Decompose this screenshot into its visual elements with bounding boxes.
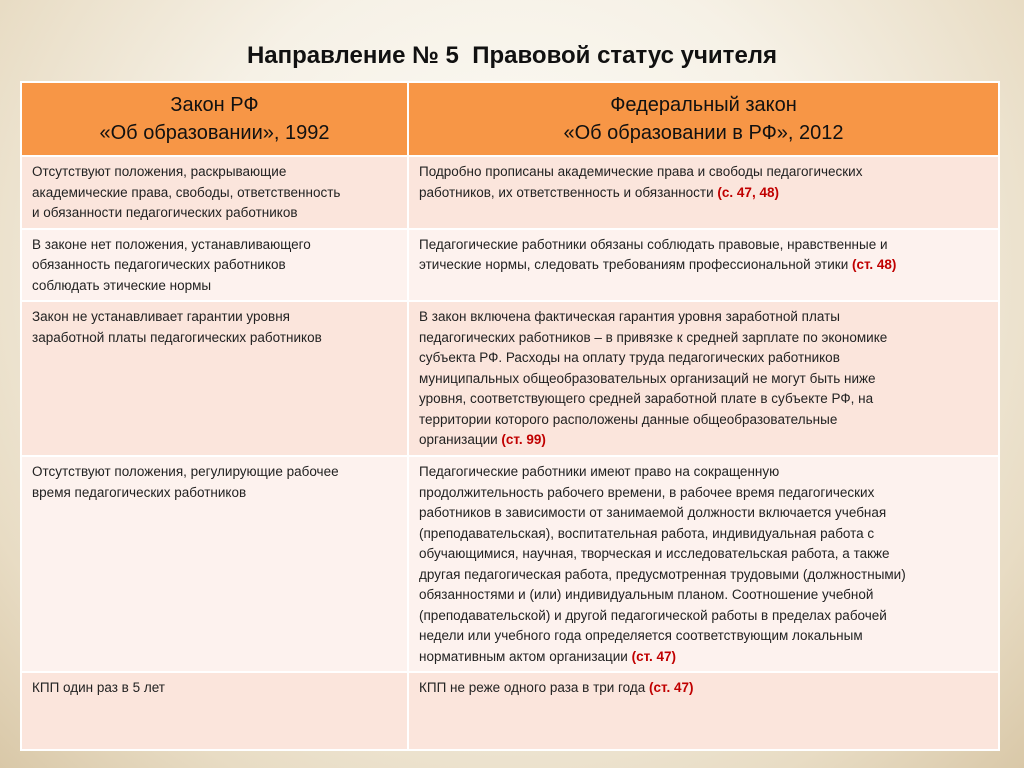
- cell-text: Подробно прописаны академические права и свободы педагогических работников, их ответственность и обязанности: [419, 164, 863, 200]
- cell-law-2012: [408, 229, 999, 302]
- cell-text: Педагогические работники обязаны соблюдать правовые, нравственные и этические нормы, следовать требованиям профессиональной этики: [419, 236, 888, 272]
- cell-law-1992: КПП один раз в 5 лет: [21, 672, 408, 750]
- cell-law-2012: [408, 301, 999, 456]
- header-law-2012: Федеральный закон «Об образовании в РФ», 2012: [408, 82, 999, 156]
- cell-law-2012: [408, 672, 999, 750]
- table-row: [21, 229, 999, 302]
- cell-text: КПП не реже одного раза в три года: [419, 680, 650, 695]
- cell-law-2012: [408, 156, 999, 229]
- table-row: [21, 456, 999, 672]
- cell-law-1992: Отсутствуют положения, раскрывающие академические права, свободы, ответственность и обязанности педагогических работников: [21, 156, 408, 229]
- table-row: [21, 672, 999, 750]
- header-law-1992: Закон РФ «Об образовании», 1992: [21, 82, 408, 156]
- table-row: [21, 156, 999, 229]
- cell-law-1992: Закон не устанавливает гарантии уровня заработной платы педагогических работников: [21, 301, 408, 456]
- article-reference: (ст. 47): [649, 680, 694, 695]
- slide-title: Направление № 5 Правовой статус учителя: [246, 42, 778, 69]
- article-reference: (ст. 48): [851, 257, 897, 272]
- cell-text: В закон включена фактическая гарантия уровня заработной платы педагогических работников – в привязке к средней зарплате по экономике субъекта РФ. Расходы на оплату труда педагогических работников муниципальных общеобразовательных организаций не могут быть ниже уровня, соответствующего средней заработной плате в субъекте РФ, на территории которого расположены данные общеобразовательные организации: [419, 309, 888, 447]
- table-header-row: [21, 82, 999, 156]
- article-reference: (ст. 47): [631, 648, 677, 664]
- article-reference: (с. 47, 48): [717, 184, 779, 200]
- cell-text: Педагогические работники имеют право на сокращенную продолжительность рабочего времени, в рабочее время педагогических работников в зависимости от занимаемой должности включается учебная (преподавательская), воспитательная работа, индивидуальная работа с обучающимися, научная, творческая и исследовательская работа, а также другая педагогическая работа, предусмотренная трудовыми (должностными) обязанностями и (или) индивидуальным планом. Соотношение учебной (преподавательской) и другой педагогической работы в пределах рабочей недели или учебного года определяется соответствующим локальным нормативным актом организации: [419, 464, 906, 664]
- table-row: [21, 301, 999, 456]
- cell-law-1992: В законе нет положения, устанавливающего обязанность педагогических работников соблюдать этические нормы: [21, 229, 408, 302]
- cell-law-1992: Отсутствуют положения, регулирующие рабочее время педагогических работников: [21, 456, 408, 672]
- comparison-table: [20, 81, 1000, 751]
- cell-law-2012: [408, 456, 999, 672]
- article-reference: (ст. 99): [501, 432, 546, 447]
